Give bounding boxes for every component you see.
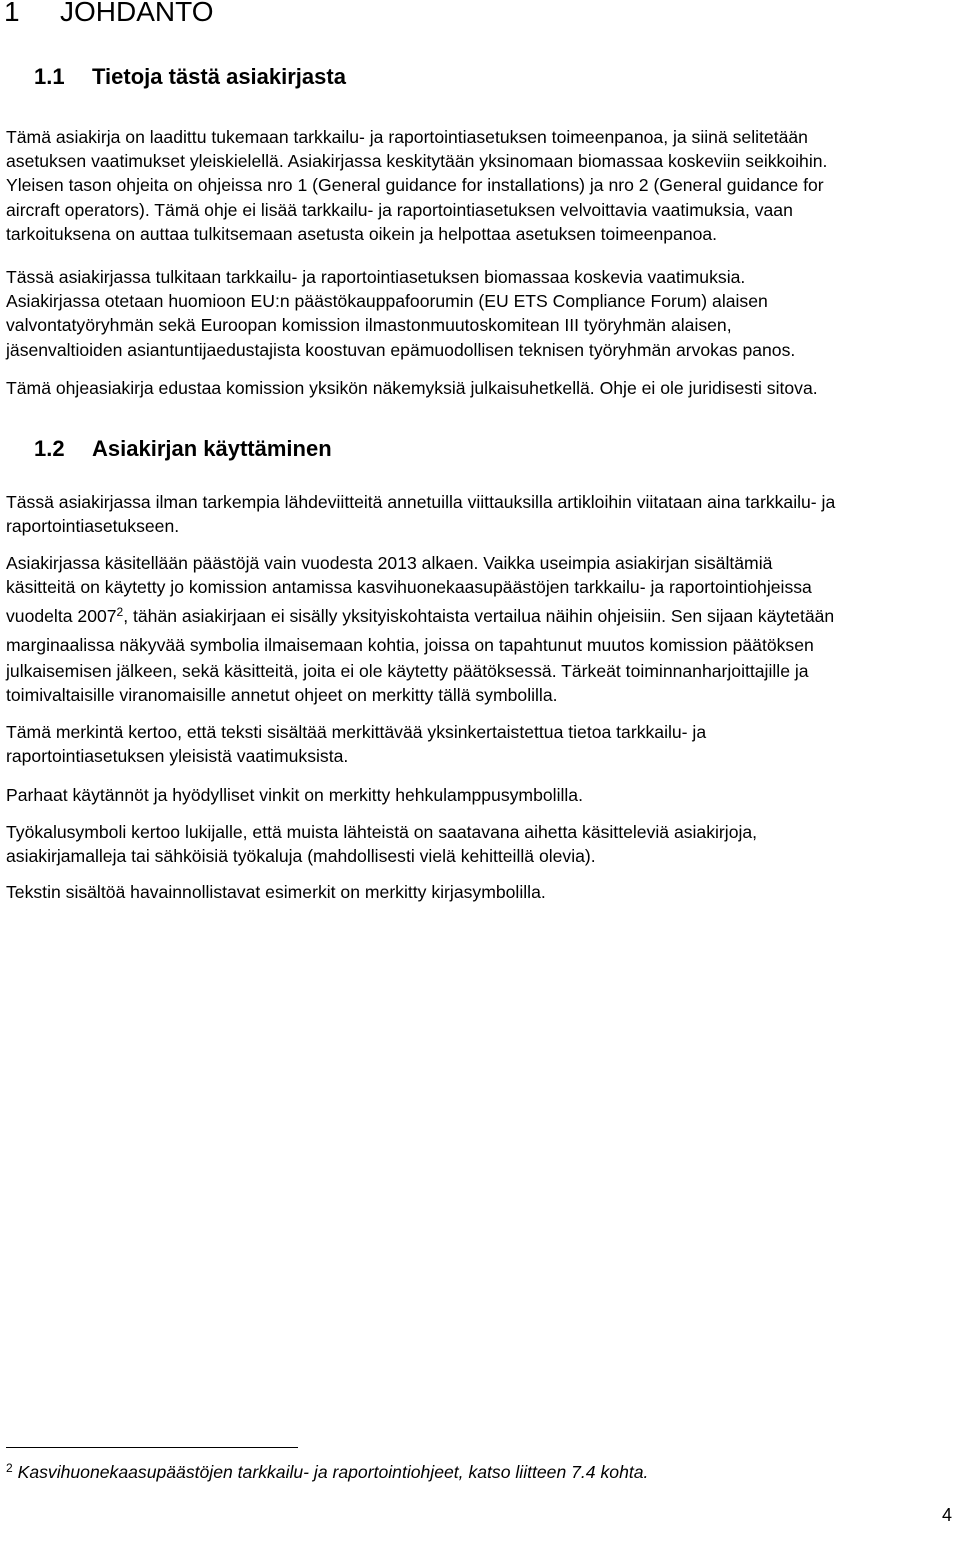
footnote [6,1462,648,1483]
chapter-number: 1 [4,0,20,27]
footnote-reference: 2 [116,605,124,619]
section-title: Asiakirjan käyttäminen [92,436,332,461]
paragraph-line: Tämä merkintä kertoo, että teksti sisältää merkittävää yksinkertaistettua tietoa tarkkailu- ja [6,722,707,742]
paragraph-line: Asiakirjassa käsitellään päästöjä vain vuodesta 2013 alkaen. Vaikka useimpia asiakirjan sisältämiä [6,553,773,573]
section-title: Tietoja tästä asiakirjasta [92,64,346,89]
paragraph-interpretation [6,265,960,362]
paragraph-disclaimer [6,376,960,400]
paragraph-scope [6,551,960,707]
paragraph-line: käsitteitä on käytetty jo komission antamissa kasvihuonekaasupäästöjen tarkkailu- ja raportointiohjeissa [6,577,812,597]
paragraph-intro [6,125,960,246]
paragraph-references [6,490,960,538]
section-number: 1.1 [34,64,65,89]
paragraph-line: asetuksen vaatimukset yleiskielellä. Asiakirjassa keskitytään yksinomaan biomassaa koskeviin seikkoihin. [6,151,828,172]
paragraph-line: julkaisemisen jälkeen, sekä käsitteitä, joita ei ole käytetty päätöksessä. Tärkeät toiminnanharjoittajille ja [6,661,809,681]
paragraph-simplified-symbol [6,720,960,768]
paragraph-line: Tämä asiakirja on laadittu tukemaan tarkkailu- ja raportointiasetuksen toimeenpanoa, ja siinä selitetään [6,127,808,147]
paragraph-line: Yleisen tason ohjeita on ohjeissa nro 1 (General guidance for installations) ja nro 2 (General guidance for [6,175,824,196]
section-heading-1-1 [34,64,346,90]
paragraph-line: Tässä asiakirjassa ilman tarkempia lähdeviitteitä annetuilla viittauksilla artikloihin viitataan aina tarkkailu- ja [6,492,836,512]
chapter-title: JOHDANTO [60,0,214,27]
footnote-marker: 2 [6,1461,13,1475]
paragraph-line: raportointiasetuksen yleisistä vaatimuksista. [6,746,349,767]
paragraph-line: jäsenvaltioiden asiantuntijaedustajista koostuvan epämuodollisen teknisen työryhmän arvokas panos. [6,339,796,360]
text-fragment: vuodelta 2007 [6,606,117,626]
section-heading-1-2 [34,436,332,462]
paragraph-line: Tekstin sisältöä havainnollistavat esimerkit on merkitty kirjasymbolilla. [6,882,546,902]
paragraph-line: aircraft operators). Tämä ohje ei lisää tarkkailu- ja raportointiasetuksen velvoittavia vaatimuksia, vaan [6,199,793,220]
footnote-text: Kasvihuonekaasupäästöjen tarkkailu- ja raportointiohjeet, katso liitteen 7.4 kohta. [17,1462,649,1482]
paragraph-line: asiakirjamalleja tai sähköisiä työkaluja (mahdollisesti vielä kehitteillä olevia). [6,846,596,867]
paragraph-line: Asiakirjassa otetaan huomioon EU:n päästökauppafoorumin (EU ETS Compliance Forum) alaisen [6,291,768,312]
paragraph-line: Tässä asiakirjassa tulkitaan tarkkailu- ja raportointiasetuksen biomassaa koskevia vaatimuksia. [6,267,746,287]
paragraph-line: valvontatyöryhmän sekä Euroopan komission ilmastonmuutoskomitean III työryhmän alaisen, [6,315,732,336]
paragraph-line: marginaalissa näkyvää symbolia ilmaisemaan kohtia, joissa on tapahtunut muutos komission päätöksen [6,635,814,655]
paragraph-line: Parhaat käytännöt ja hyödylliset vinkit on merkitty hehkulamppusymbolilla. [6,785,583,805]
page-number: 4 [941,1505,952,1525]
paragraph-best-practice-symbol [6,783,960,807]
paragraph-line: toimivaltaisille viranomaisille annetut ohjeet on merkitty tällä symbolilla. [6,685,558,705]
text-fragment: , tähän asiakirjaan ei sisälly yksityiskohtaista vertailua näihin ohjeisiin. Sen sijaan käytetään [123,606,835,626]
footnote-separator [6,1447,298,1448]
paragraph-line: Työkalusymboli kertoo lukijalle, että muista lähteistä on saatavana aihetta käsitteleviä asiakirjoja, [6,822,758,842]
paragraph-line: Tämä ohjeasiakirja edustaa komission yksikön näkemyksiä julkaisuhetkellä. Ohje ei ole juridisesti sitova. [6,378,818,398]
paragraph-line: tarkoituksena on auttaa tulkitsemaan asetusta oikein ja helpottaa asetuksen toimeenpanoa. [6,223,718,244]
chapter-heading [4,0,214,28]
paragraph-example-symbol [6,880,960,904]
paragraph-line [6,604,960,633]
section-number: 1.2 [34,436,65,461]
paragraph-tool-symbol [6,820,960,868]
paragraph-line: raportointiasetukseen. [6,516,180,537]
